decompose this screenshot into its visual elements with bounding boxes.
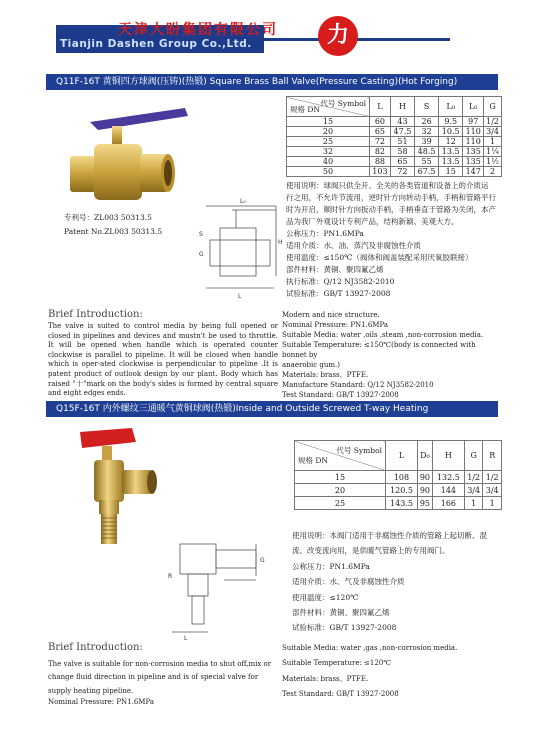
table-cell: 95 [417, 497, 432, 510]
cn-line: 公称压力：PN1.6MPa [286, 229, 364, 238]
cn-line: 行之用，不允许节流用，逆时针方向转动手柄，手柄和管路平行 [286, 193, 496, 202]
table-row [287, 147, 502, 157]
table-cell: 3/4 [483, 484, 502, 497]
cn-line: 试验标准：GB/T 13927-2008 [286, 289, 391, 298]
table-cell: 1¼ [484, 147, 502, 157]
table-cell: 72 [370, 137, 391, 147]
section-1-title-bar: Q11F-16T 黄铜四方球阀(压铸)(热锻) Square Brass Ball Valve(Pressure Casting)(Hot Forging) [46, 74, 498, 90]
table-cell: 3/4 [464, 484, 483, 497]
table-cell: 25 [287, 137, 370, 147]
brass-ball-valve-photo [60, 104, 190, 214]
table-cell: 50 [287, 167, 370, 177]
company-header [0, 8, 540, 66]
table-cell: 82 [370, 147, 391, 157]
table-cell: 65 [390, 157, 414, 167]
en-spec-line: Modern and nice structure. [282, 311, 380, 319]
table-row [287, 137, 502, 147]
cn-line: 使用说明：本阀门适用于非腐蚀性介质的管路上起切断、混 [292, 531, 487, 540]
section-2-cn-description [292, 528, 504, 636]
table-cell: 1 [484, 137, 502, 147]
table-cell: 97 [463, 117, 484, 127]
table-cell: 20 [295, 484, 386, 497]
column-header: R [483, 441, 502, 471]
drawing-label-h: H [278, 239, 283, 246]
table-corner-header [287, 97, 370, 117]
cn-line: 使用温度：≤150℃（阀体和阀盖装配采用厌氧胶联接） [286, 253, 473, 262]
en-spec-line: Suitable Temperature: ≤120℃ [282, 659, 392, 668]
en-spec-line: Test Standard: GB/T 13927-2008 [282, 690, 399, 699]
valve-dimension-drawing-2 [164, 536, 274, 642]
cn-line: 流、改变流向用，是供暖气管路上的专用阀门。 [292, 546, 450, 556]
column-header: H [390, 97, 414, 117]
table-cell: 1½ [484, 157, 502, 167]
patent-number-cn: 专利号：ZL003 50313.5 [64, 213, 152, 222]
en-spec-line: Manufacture Standard: Q/12 NJ3582-2010 [282, 381, 434, 389]
table-cell: 166 [432, 497, 464, 510]
spec-table-q11f [286, 96, 502, 177]
brief-introduction-text-2: The valve is suitable for non-corrosion media to shut off,mix or change fluid direction in pipeline and is of special valve for supply heating pipeline. [48, 660, 272, 695]
table-cell: 15 [287, 117, 370, 127]
drawing-label-l: L [184, 635, 188, 642]
drawing-label-l0: L₀ [240, 198, 246, 205]
en-spec-line: Nominal Pressure: PN1.6MPa [282, 321, 389, 329]
drawing-label-l: L [238, 293, 242, 300]
column-header: L [386, 441, 418, 471]
table-cell: 12 [439, 137, 463, 147]
table-cell: 90 [417, 484, 432, 497]
table-cell: 1/2 [483, 471, 502, 484]
cn-line: 使用说明：球阀只供全开、全关的各类管道和设备上的介质运 [286, 181, 489, 190]
table-cell: 1/2 [484, 117, 502, 127]
brief-introduction-text-1: The valve is suited to control media by being full opened or closed in pipelines and devices and mustn't be used to throttle. It will be opened when handle which is operated counter clockwise is parallel to pipeline. It will be closed when handle which is oper-ated clockwise is perpendicular to pipeline .It is patent product of outlook design by our plant. Body which has raised "十"mark on the body's sides is formed by central square and eight edges ends. [48, 322, 278, 398]
en-spec-line: Materials: brass、PTFE. [282, 371, 369, 379]
column-header: G [484, 97, 502, 117]
table-cell: 48.5 [415, 147, 439, 157]
table-cell: 58 [390, 147, 414, 157]
en-spec-line: Materials: brass、PTFE. [282, 674, 369, 683]
table-cell: 1 [464, 497, 483, 510]
cn-line: 部件材料：黄铜、聚四氟乙烯 [292, 608, 390, 618]
table-row [287, 127, 502, 137]
column-header: L₀ [463, 97, 484, 117]
table-row [287, 167, 502, 177]
drawing-label-g: G [260, 557, 265, 564]
table-cell: 72 [390, 167, 414, 177]
table-cell: 135 [463, 147, 484, 157]
table-cell: 9.5 [439, 117, 463, 127]
section-1-en-specs [282, 310, 500, 400]
table-cell: 47.5 [390, 127, 414, 137]
table-cell: 120.5 [386, 484, 418, 497]
cn-line: 时为开启，顺时针方向扳动手柄，手柄垂直于管路为关闭，本产 [286, 205, 496, 214]
table-cell: 88 [370, 157, 391, 167]
header-symbol: 代号 Symbol [320, 99, 366, 108]
spec-table-q15f [294, 440, 502, 510]
table-cell: 67.5 [415, 167, 439, 177]
table-row [295, 471, 502, 484]
table-cell: 60 [370, 117, 391, 127]
logo-char: 力 [326, 23, 349, 48]
header-spec-dn: 规格 DN [290, 105, 320, 114]
table-cell: 65 [370, 127, 391, 137]
column-header: S [415, 97, 439, 117]
table-cell: 143.5 [386, 497, 418, 510]
table-cell: 32 [415, 127, 439, 137]
cn-line: 试验标准：GB/T 13927-2008 [292, 623, 397, 633]
column-header: L [370, 97, 391, 117]
table-cell: 55 [415, 157, 439, 167]
table-cell: 51 [390, 137, 414, 147]
header-spec-dn: 规格 DN [298, 456, 328, 465]
table-cell: 1 [483, 497, 502, 510]
t-way-heating-valve-photo [66, 426, 162, 552]
brief-introduction-heading-2: Brief Introduction: [48, 642, 143, 653]
table-cell: 144 [432, 484, 464, 497]
table-cell: 90 [417, 471, 432, 484]
patent-number-en: Patent No.ZL003 50313.5 [64, 227, 163, 236]
table-cell: 135 [463, 157, 484, 167]
table-cell: 110 [463, 137, 484, 147]
column-header: H [432, 441, 464, 471]
cn-line: 部件材料：黄铜、聚四氟乙烯 [286, 265, 384, 274]
table-cell: 2 [484, 167, 502, 177]
table-cell: 15 [295, 471, 386, 484]
table-cell: 26 [415, 117, 439, 127]
column-header: D₀ [417, 441, 432, 471]
company-name-cn: 天津大盼集团有限公司 [118, 22, 278, 38]
cn-line: 适用介质：水、气及非腐蚀性介质 [292, 577, 405, 587]
cn-line: 公称压力：PN1.6MPa [292, 561, 370, 571]
valve-dimension-drawing-1 [196, 196, 284, 306]
table-cell: 132.5 [432, 471, 464, 484]
table-cell: 39 [415, 137, 439, 147]
brief-introduction-heading-1: Brief Introduction: [48, 309, 143, 320]
table-cell: 43 [390, 117, 414, 127]
table-row [295, 497, 502, 510]
header-symbol: 代号 Symbol [336, 446, 382, 455]
table-cell: 15 [439, 167, 463, 177]
table-row [287, 117, 502, 127]
column-header: G [464, 441, 483, 471]
table-cell: 1/2 [464, 471, 483, 484]
drawing-label-r: R [168, 573, 173, 580]
table-cell: 10.5 [439, 127, 463, 137]
company-logo [318, 16, 358, 56]
table-cell: 25 [295, 497, 386, 510]
en-spec-line: Suitable Media: water ,gas ,non-corrosion media. [282, 644, 458, 652]
cn-line: 品为我厂外观设计专利产品，结构新颖、美观大方。 [286, 217, 459, 226]
column-header: L₀ [439, 97, 463, 117]
en-spec-line: Test Standard: GB/T 13927-2008 [282, 391, 399, 399]
table-cell: 13.5 [439, 147, 463, 157]
company-name-en: Tianjin Dashen Group Co.,Ltd. [60, 38, 252, 50]
table-cell: 110 [463, 127, 484, 137]
table-row [295, 484, 502, 497]
table-cell: 13.5 [439, 157, 463, 167]
table-cell: 108 [386, 471, 418, 484]
section-2-en-specs [282, 641, 500, 703]
table-cell: 3/4 [484, 127, 502, 137]
table-cell: 20 [287, 127, 370, 137]
table-cell: 32 [287, 147, 370, 157]
table-cell: 147 [463, 167, 484, 177]
table-cell: 40 [287, 157, 370, 167]
cn-line: 使用温度：≤120℃ [292, 592, 359, 602]
cn-line: 适用介质：水、油、蒸汽及非腐蚀性介质 [286, 241, 421, 250]
section-2-title-bar: Q15F-16T 内外螺纹三通暖气黄铜球阀(热锻)Inside and Outside Screwed T-way Heating [46, 401, 498, 417]
table-corner-header [295, 441, 386, 471]
table-row [287, 157, 502, 167]
en-spec-line: Suitable Temperature: ≤150℃(body is connected with bonnet by [282, 341, 476, 359]
section-1-cn-description [286, 180, 502, 300]
en-spec-line: anaerobic gum.) [282, 361, 341, 369]
nominal-pressure-2: Nominal Pressure: PN1.6MPa [48, 698, 155, 706]
drawing-label-g: G [199, 251, 204, 258]
drawing-label-s: S [199, 231, 203, 238]
cn-line: 执行标准：Q/12 NJ3582-2010 [286, 277, 395, 286]
en-spec-line: Suitable Media: water ,oils ,steam ,non-corrosion media. [282, 331, 484, 339]
table-cell: 103 [370, 167, 391, 177]
